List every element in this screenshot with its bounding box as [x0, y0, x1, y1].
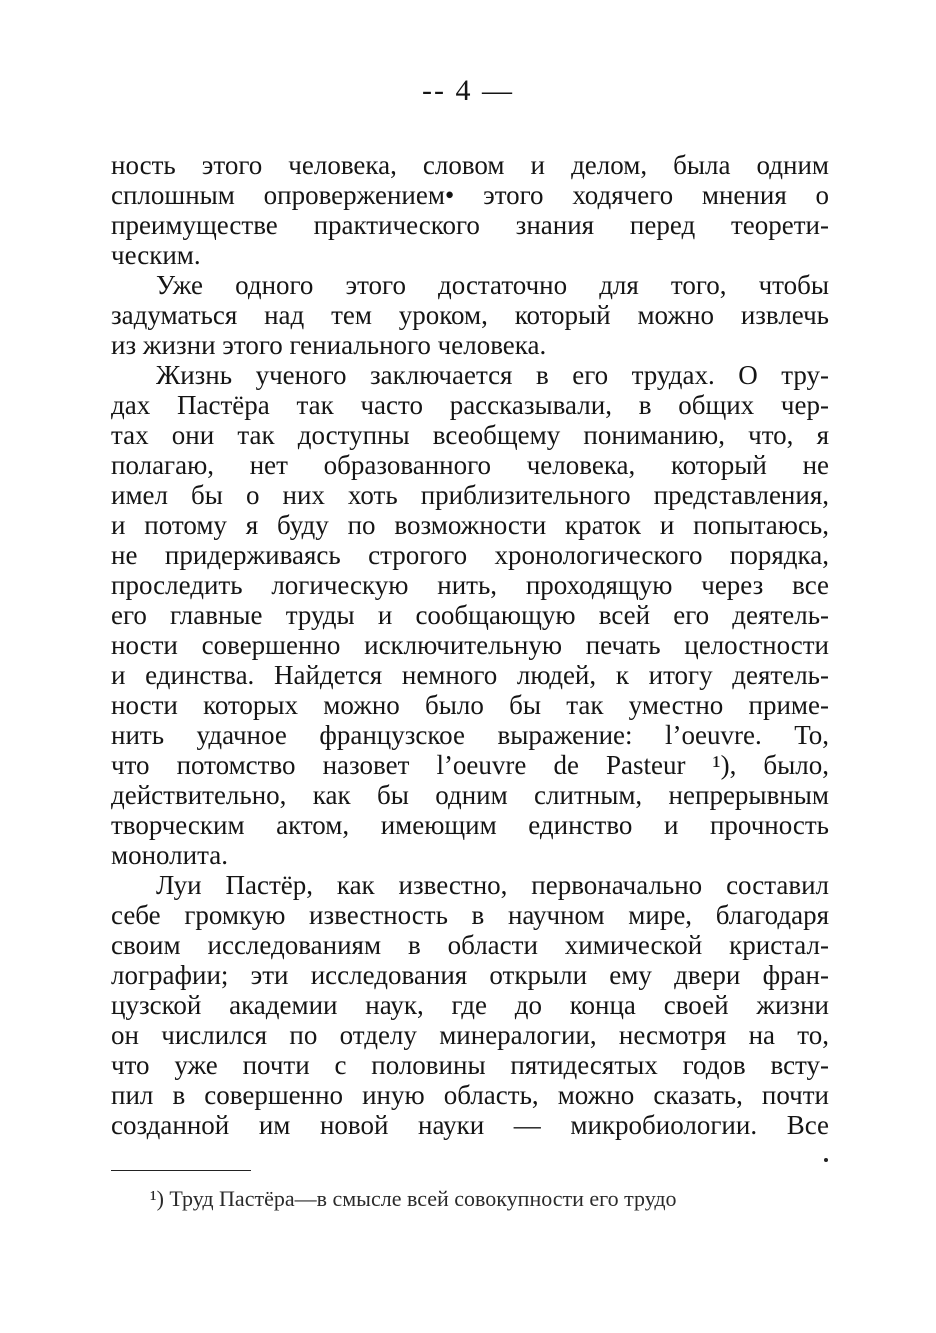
text-line: нить удачное французское выражение: l’oeuvre. То, [111, 720, 829, 750]
ink-speck [824, 1158, 828, 1162]
text-line: дах Пастёра так часто рассказывали, в общих чер- [111, 390, 829, 420]
footnote: ¹) Труд Пастёра—в смысле всей совокупности его трудо [150, 1186, 677, 1211]
text-line: он числился по отделу минералогии, несмотря на то, [111, 1020, 829, 1050]
body-text [111, 150, 829, 1140]
text-line: задуматься над тем уроком, который можно извлечь [111, 300, 829, 330]
text-line: пил в совершенно иную область, можно сказать, почти [111, 1080, 829, 1110]
text-line: полагаю, нет образованного человека, который не [111, 450, 829, 480]
text-line: и единства. Найдется немного людей, к итогу деятель- [111, 660, 829, 690]
text-line: из жизни этого гениального человека. [111, 330, 547, 360]
text-line: сплошным опровержением• этого ходячего мнения о [111, 180, 829, 210]
text-line: что уже почти с половины пятидесятых годов всту- [111, 1050, 829, 1080]
text-line: что потомство назовет l’oeuvre de Pasteur ¹), было, [111, 750, 829, 780]
text-line: творческим актом, имеющим единство и прочность [111, 810, 829, 840]
text-line: проследить логическую нить, проходящую через все [111, 570, 829, 600]
footnote-divider [111, 1170, 251, 1171]
text-line: Луи Пастёр, как известно, первоначально составил [156, 870, 829, 900]
text-line: преимуществе практического знания перед теорети- [111, 210, 829, 240]
text-line: имел бы о них хоть приблизительного представления, [111, 480, 829, 510]
text-line: лографии; эти исследования открыли ему двери фран- [111, 960, 829, 990]
text-line: созданной им новой науки — микробиологии. Все [111, 1110, 829, 1140]
text-line: ность этого человека, словом и делом, была одним [111, 150, 829, 180]
text-line: ческим. [111, 240, 201, 270]
text-line: своим исследованиям в области химической кристал- [111, 930, 829, 960]
text-line: себе громкую известность в научном мире, благодаря [111, 900, 829, 930]
text-line: не придерживаясь строгого хронологического порядка, [111, 540, 829, 570]
page-number: -- 4 — [422, 74, 514, 107]
text-line: его главные труды и сообщающую всей его деятель- [111, 600, 829, 630]
text-line: действительно, как бы одним слитным, непрерывным [111, 780, 829, 810]
text-line: цузской академии наук, где до конца своей жизни [111, 990, 829, 1020]
text-line: Жизнь ученого заключается в его трудах. О тру- [156, 360, 829, 390]
text-line: и потому я буду по возможности краток и попытаюсь, [111, 510, 829, 540]
text-line: ности совершенно исключительную печать целостности [111, 630, 829, 660]
text-line: тах они так доступны всеобщему пониманию, что, я [111, 420, 829, 450]
text-line: ности которых можно было бы так уместно приме- [111, 690, 829, 720]
text-line: монолита. [111, 840, 228, 870]
text-line: Уже одного этого достаточно для того, чтобы [156, 270, 829, 300]
